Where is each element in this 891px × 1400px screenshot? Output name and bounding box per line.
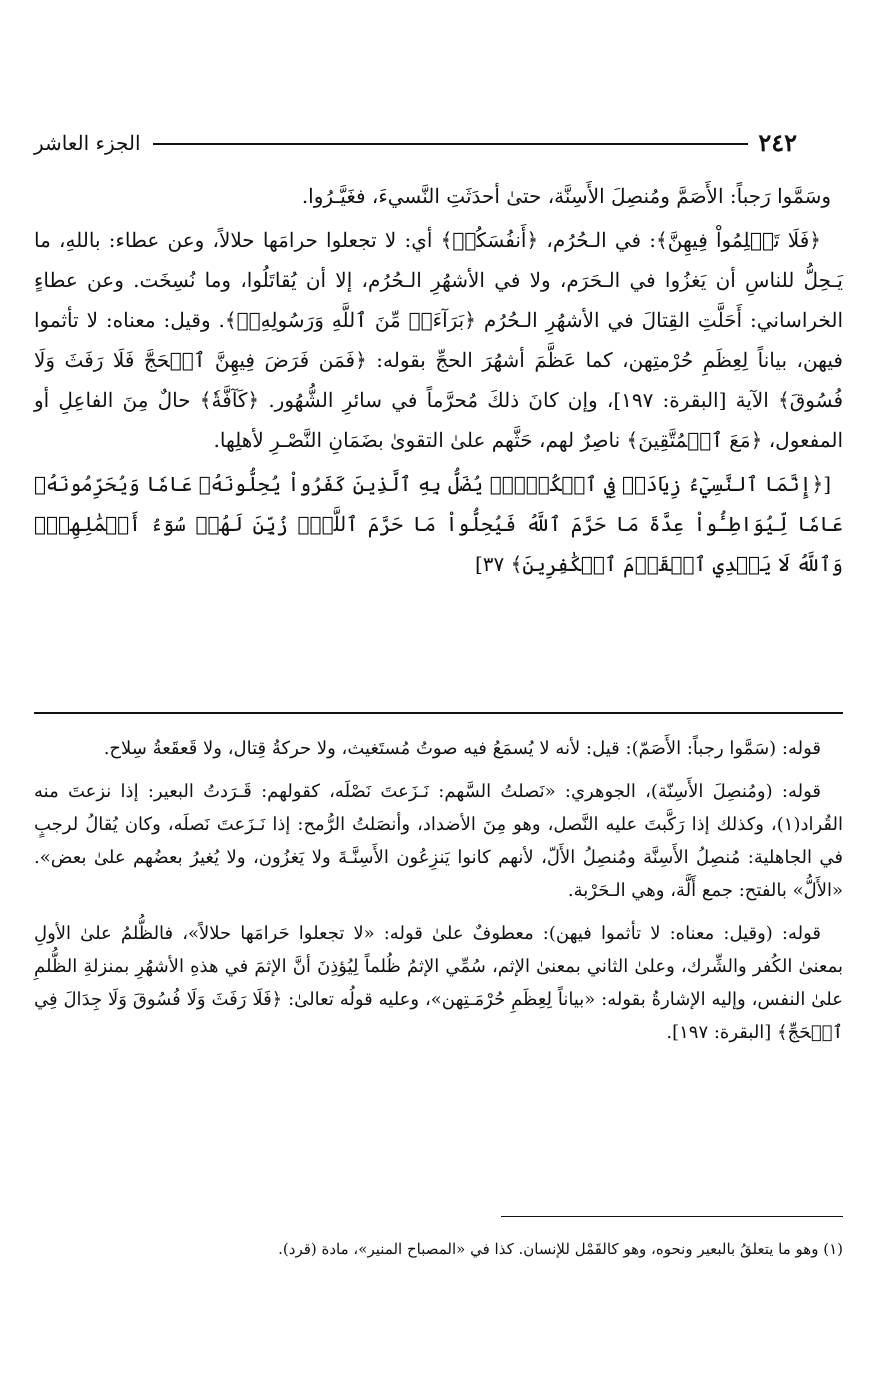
page-number: ٢٤٢ <box>758 128 797 157</box>
commentary-paragraph: قوله: (وقيل: معناه: لا تأثموا فيهن): معطوفٌ علىٰ قوله: «لا تجعلوا حَرامَها حلالاً»، فالظُّلمُ علىٰ الأولِ بمعنىٰ الكُفر والشِّرك، وعلىٰ الثاني بمعنىٰ الإثم، سُمِّي الإثمُ ظُلماً لِيُؤذِنَ أنَّ الإثمَ في هذهِ الأشهُرِ بمنزلةِ الظُّلمِ علىٰ النفس، وإليه الإشارةُ بقوله: «بياناً لِعِظَمِ حُرْمَـتِهن»، وعليه قولُه تعالىٰ: ﴿فَلَا رَفَثَ وَلَا فُسُوقَ وَلَا جِدَالَ فِي ٱلۡحَجِّ﴾ [البقرة: ١٩٧]. <box>34 923 843 1043</box>
text-commentary-divider <box>34 712 843 714</box>
footnote: (١) وهو ما يتعلقُ بالبعير ونحوه، وهو كالقَمْل للإنسان. كذا في «المصباح المنير»، مادة (قرد). <box>278 1240 843 1258</box>
main-paragraph: ﴿فَلَا تَظۡلِمُواْ فِيهِنَّ﴾: في الـحُرُم، ﴿أَنفُسَكُمۡ﴾ أي: لا تجعلوا حرامَها حلالاً، وعن عطاء: باللهِ، ما يَـحِلُّ للناسِ أن يَغزُوا في الـحَرَم، ولا في الأشهُرِ الـحُرُم، إلا أن يُقاتَلُوا، وما نُسِخَت. وعن عطاءٍ الخراساني: أَحَلَّتِ القِتالَ في الأشهُرِ الـحُرُم ﴿بَرَآءَةٞ مِّنَ ٱللَّهِ وَرَسُولِهِۦٓ﴾. وقيل: معناه: لا تأثموا فيهن، بياناً لِعِظَمِ حُرْمتِهن، كما عَظَّمَ أشهُرَ الحجِّ بقوله: ﴿فَمَن فَرَضَ فِيهِنَّ ٱلۡحَجَّ فَلَا رَفَثَ وَلَا فُسُوقَ﴾ الآية [البقرة: ١٩٧]، وإن كانَ ذلكَ مُحرَّماً في سائرِ الشُّهُور. ﴿كَآفَّةٗ﴾ حالٌ مِنَ الفاعِلِ أو المفعول، ﴿مَعَ ٱلۡمُتَّقِينَ﴾ ناصِرٌ لهم، حَثَّهم علىٰ التقوىٰ بضَمَانِ النَّصْـرِ لأهلِها. <box>34 228 844 452</box>
commentary-paragraph: قوله: (ومُنصِلَ الأَسِنّة)، الجوهري: «نَصلتُ السَّهم: نَـزَعتَ نَصْلَه، كقولهم: قَـرَدتُ البعير: إذا نزعتَ منه القُراد(١)، وكذلك إذا رَكَّبتَ عليه النَّصل، وهو مِنَ الأضداد، وأنصَلتُ الرُّمح: إذا نَـزَعتَ نَصلَه، وكان يُقالُ لرجبٍ في الجاهلية: مُنصِلُ الأَسِنَّة ومُنصِلُ الأَلّ، لأنهم كانوا يَنزِعُون الأَسِنَّـةَ ولا يَغزُون، ولا يُغيرُ بعضُهم علىٰ بعض». «الأَلُّ» بالفتح: جمع أَلَّة، وهي الـحَرْبة. <box>34 781 843 901</box>
header-rule <box>153 143 749 145</box>
footnote-rule <box>501 1216 843 1217</box>
commentary-section <box>34 732 843 1059</box>
commentary-paragraph: قوله: (سَمَّوا رجباً: الأَصَمّ): قيل: لأنه لا يُسمَعُ فيه صوتُ مُستَغيث، ولا حركةُ قِتال، ولا قَعقَعةُ سِلاح. <box>103 738 821 759</box>
main-paragraph: وسَمَّوا رَجباً: الأَصَمَّ ومُنصِلَ الأَسِنَّة، حتىٰ أحدَثَتِ النَّسيءَ، فغَيَّـرُوا. <box>301 184 831 208</box>
main-text <box>34 176 843 588</box>
page-header <box>34 128 797 158</box>
running-title: الجزء العاشر <box>34 131 141 155</box>
quran-verse: [﴿إِنَّمَا ٱلنَّسِيٓءُ زِيَادَةٞ فِي ٱلۡكُفۡرِۖ يُضَلُّ بِهِ ٱلَّذِينَ كَفَرُواْ يُحِلُّونَهُۥ عَامٗا وَيُحَرِّمُونَهُۥ عَامٗا لِّيُوَاطِـُٔواْ عِدَّةَ مَا حَرَّمَ ٱللَّهُ فَيُحِلُّواْ مَا حَرَّمَ ٱللَّهُۚ زُيِّنَ لَهُمۡ سُوٓءُ أَعۡمَٰلِهِمۡۗ وَٱللَّهُ لَا يَهۡدِي ٱلۡقَوۡمَ ٱلۡكَٰفِرِينَ﴾ ٣٧] <box>34 472 843 576</box>
